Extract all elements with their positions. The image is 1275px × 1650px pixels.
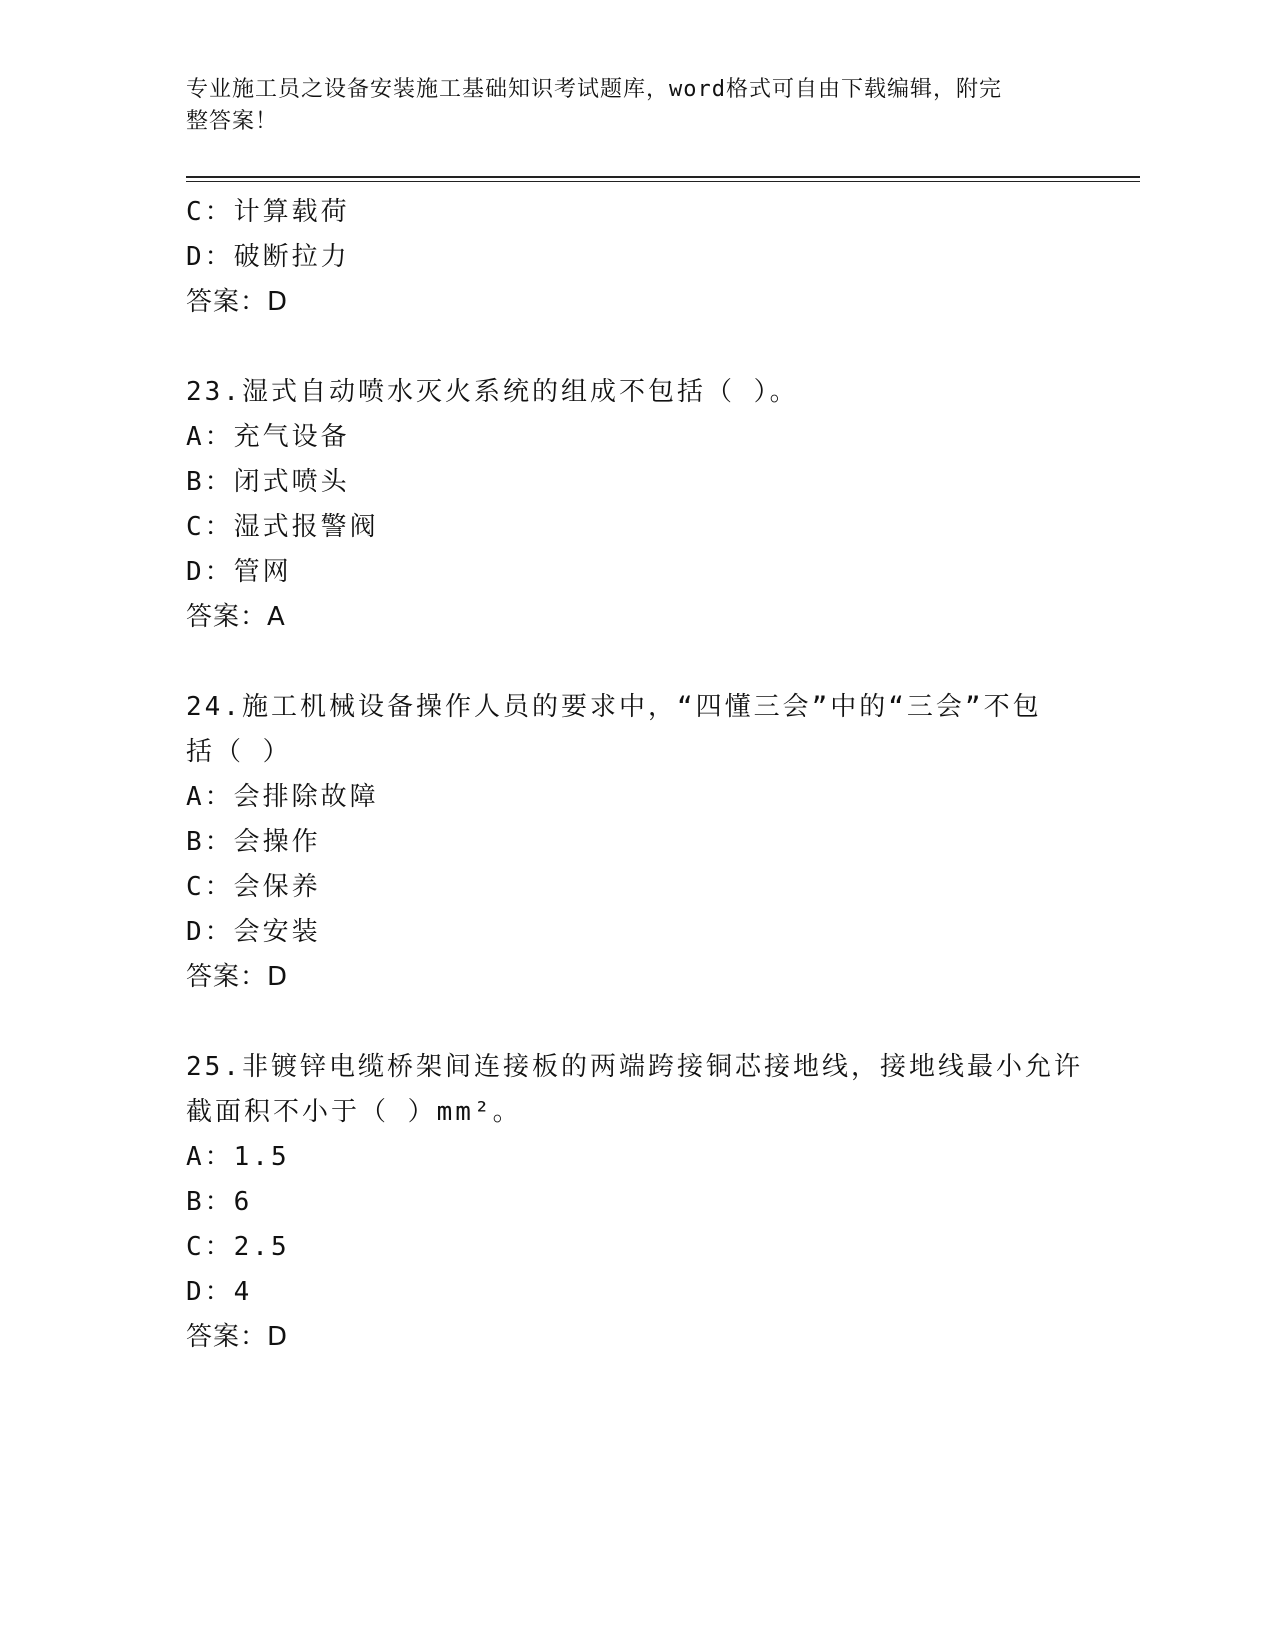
- option-b: B：6: [186, 1187, 253, 1217]
- question-text-line-1: 24.施工机械设备操作人员的要求中，“四懂三会”中的“三会”不包: [186, 692, 1042, 722]
- answer-label: 答案：D: [186, 287, 289, 317]
- option-c: C：计算载荷: [186, 197, 350, 227]
- option-d: D：会安装: [186, 917, 321, 947]
- question-text-line-2: 截面积不小于（ ）mm²。: [186, 1097, 522, 1127]
- option-c: C：2.5: [186, 1232, 290, 1262]
- option-c: C：会保养: [186, 872, 321, 902]
- question-23: [186, 370, 1086, 640]
- option-c: C：湿式报警阀: [186, 512, 379, 542]
- question-text-line-1: 25.非镀锌电缆桥架间连接板的两端跨接铜芯接地线，接地线最小允许: [186, 1052, 1083, 1082]
- header-line-1: 专业施工员之设备安装施工基础知识考试题库，word格式可自由下载编辑，附完: [186, 77, 1002, 102]
- document-header: [186, 74, 1066, 138]
- option-d: D：管网: [186, 557, 292, 587]
- question-25: [186, 1045, 1086, 1360]
- question-text-line-2: 括（ ）: [186, 737, 292, 767]
- document-body: [186, 190, 1086, 1360]
- option-b: B：闭式喷头: [186, 467, 350, 497]
- question-text: 23.湿式自动喷水灭火系统的组成不包括（ ）。: [186, 377, 799, 407]
- header-rule-thick: [186, 176, 1140, 178]
- option-a: A：1.5: [186, 1142, 290, 1172]
- answer-label: 答案：D: [186, 1322, 289, 1352]
- header-line-2: 整答案！: [186, 109, 279, 134]
- answer-label: 答案：D: [186, 962, 289, 992]
- option-d: D：破断拉力: [186, 242, 350, 272]
- header-rule-thin: [186, 181, 1140, 182]
- answer-label: 答案：A: [186, 602, 286, 632]
- option-a: A：充气设备: [186, 422, 350, 452]
- option-d: D：4: [186, 1277, 253, 1307]
- option-b: B：会操作: [186, 827, 321, 857]
- question-24: [186, 685, 1086, 1000]
- option-a: A：会排除故障: [186, 782, 379, 812]
- question-22-tail: [186, 190, 1086, 325]
